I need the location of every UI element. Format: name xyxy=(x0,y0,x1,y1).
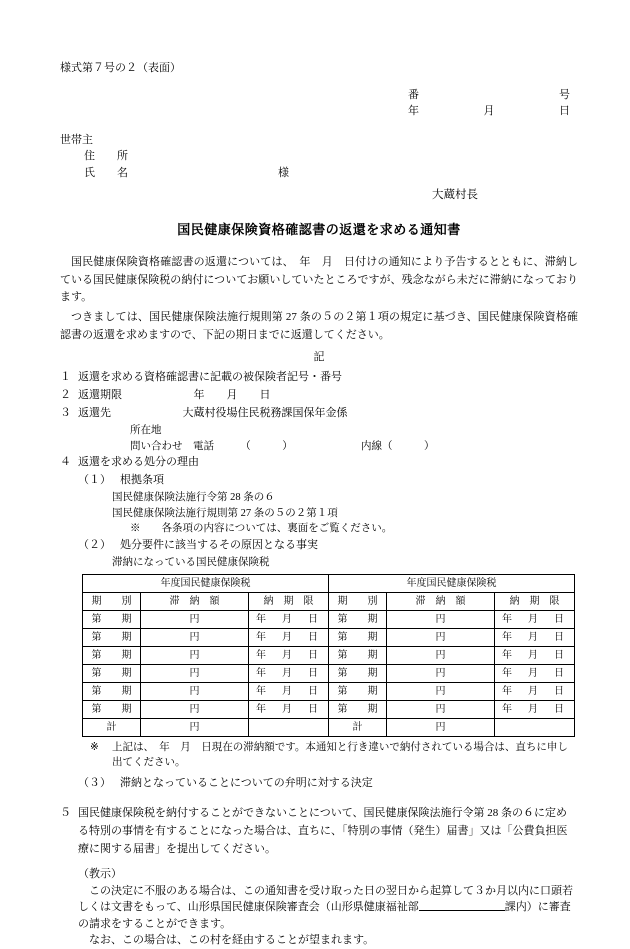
paragraph-2: つきましては、国民健康保険法施行規則第 27 条の５の２第１項の規定に基づき、国民健康保険資格確認書の返還を求めますので、下記の期日までに返還してください。 xyxy=(60,311,578,341)
instruction-line-1: この決定に不服のある場合は、この通知書を受け取った日の翌日から起算して３か月以内に口頭若しくは文書をもって、山形県国民健康保険審査会（山形県健康福祉部 xyxy=(78,884,573,914)
table-row xyxy=(83,682,575,700)
ki-marker: 記 xyxy=(313,350,325,363)
item-4-text: 返還を求める処分の理由 xyxy=(78,456,199,469)
table-row xyxy=(83,610,575,628)
sub-item-1 xyxy=(78,472,578,490)
cell-term-right: 第 期 xyxy=(329,646,387,664)
cell-duedate-right: 年 月 日 xyxy=(495,610,575,628)
sub-item-1-number: （１） xyxy=(78,474,111,487)
instruction-block xyxy=(78,866,578,949)
cell-amount-left: 円 xyxy=(141,628,249,646)
table-column-header-row xyxy=(83,592,575,610)
cell-amount-right: 円 xyxy=(387,664,495,682)
instruction-line-2: 課内）に審査の請求をすることができます。 xyxy=(78,901,571,930)
cell-amount-left: 円 xyxy=(141,664,249,682)
cell-amount-right: 円 xyxy=(387,646,495,664)
table-row xyxy=(83,628,575,646)
cell-term-left: 第 期 xyxy=(83,646,141,664)
date-line xyxy=(368,103,578,120)
table-row xyxy=(83,646,575,664)
item-3-number: ３ xyxy=(60,406,71,419)
total-amount-left: 円 xyxy=(141,718,249,736)
issuer-label: 大蔵村長 xyxy=(432,189,478,201)
item-3 xyxy=(60,405,578,423)
cell-term-right: 第 期 xyxy=(329,700,387,718)
cell-amount-right: 円 xyxy=(387,700,495,718)
fill-in-blank[interactable] xyxy=(419,899,505,911)
year-label: 年 xyxy=(408,105,419,117)
item-1-number: １ xyxy=(60,371,71,384)
cell-duedate-left: 年 月 日 xyxy=(249,682,329,700)
cell-term-left: 第 期 xyxy=(83,682,141,700)
name-label: 氏 名 xyxy=(84,166,128,179)
sub-item-1-line-1: 国民健康保険法施行令第 28 条の６ xyxy=(112,491,275,503)
item-1-text: 返還を求める資格確認書に記載の被保険者記号・番号 xyxy=(78,371,342,384)
col-amount-left: 滞 納 額 xyxy=(141,592,249,610)
table-note xyxy=(60,740,578,772)
sub-item-3 xyxy=(78,775,578,793)
cell-term-right: 第 期 xyxy=(329,628,387,646)
table-group-header-row xyxy=(83,574,575,592)
total-blank-left xyxy=(249,718,329,736)
col-duedate-right: 納 期 限 xyxy=(495,592,575,610)
number-line xyxy=(368,87,578,104)
sub-item-3-title: 滞納となっていることについての弁明に対する決定 xyxy=(120,777,373,790)
table-total-row xyxy=(83,718,575,736)
cell-amount-right: 円 xyxy=(387,682,495,700)
name-line xyxy=(84,165,578,182)
cell-duedate-left: 年 月 日 xyxy=(249,700,329,718)
number-value-label: 号 xyxy=(559,88,570,101)
cell-amount-left: 円 xyxy=(141,682,249,700)
item-5-text: 国民健康保険税を納付することができないことについて、国民健康保険法施行令第 28 条の６に定める特別の事情を有することになった場合は、直ちに、「特別の事情（発生）届書」又は「公費負担医療に関する届書」を提出してください。 xyxy=(78,807,568,855)
item-3-text: 返還先 xyxy=(78,406,111,419)
cell-duedate-left: 年 月 日 xyxy=(249,646,329,664)
cell-amount-left: 円 xyxy=(141,646,249,664)
item-3-location: 所在地 xyxy=(130,424,162,436)
top-right-block xyxy=(60,87,578,120)
cell-duedate-right: 年 月 日 xyxy=(495,664,575,682)
recipient-block xyxy=(60,132,578,182)
honorific-label: 様 xyxy=(278,166,289,179)
cell-term-right: 第 期 xyxy=(329,610,387,628)
sub-item-2-number: （２） xyxy=(78,539,111,552)
table-row xyxy=(83,700,575,718)
cell-duedate-right: 年 月 日 xyxy=(495,646,575,664)
cell-duedate-left: 年 月 日 xyxy=(249,664,329,682)
household-head-label: 世帯主 xyxy=(60,133,93,146)
table-group-header-left: 年度国民健康保険税 xyxy=(83,574,329,592)
total-blank-right xyxy=(495,718,575,736)
note-text: 上記は、 年 月 日現在の滞納額です。本通知と行き違いで納付されている場合は、直ちに申し出てください。 xyxy=(112,741,568,769)
cell-duedate-left: 年 月 日 xyxy=(249,610,329,628)
col-duedate-left: 納 期 限 xyxy=(249,592,329,610)
item-4-number: ４ xyxy=(60,456,71,469)
sub-item-2-title: 処分要件に該当するその原因となる事実 xyxy=(120,539,318,552)
cell-duedate-right: 年 月 日 xyxy=(495,682,575,700)
cell-duedate-right: 年 月 日 xyxy=(495,700,575,718)
cell-amount-left: 円 xyxy=(141,700,249,718)
instruction-heading: （教示） xyxy=(78,868,122,881)
cell-term-left: 第 期 xyxy=(83,700,141,718)
instruction-line-3: なお、この場合は、この村を経由することが望まれます。 xyxy=(89,934,375,947)
item-5 xyxy=(60,805,578,858)
tax-table xyxy=(82,574,575,737)
total-amount-right: 円 xyxy=(387,718,495,736)
sub-item-1-title: 根拠条項 xyxy=(120,474,164,487)
form-number: 様式第７号の２（表面） xyxy=(60,62,181,74)
cell-duedate-right: 年 月 日 xyxy=(495,628,575,646)
table-row xyxy=(83,664,575,682)
sub-item-2-subtitle: 滞納になっている国民健康保険税 xyxy=(112,556,270,568)
item-2 xyxy=(60,387,578,405)
cell-term-right: 第 期 xyxy=(329,664,387,682)
cell-term-right: 第 期 xyxy=(329,682,387,700)
address-label: 住 所 xyxy=(84,150,128,162)
cell-term-left: 第 期 xyxy=(83,664,141,682)
sub-item-1-line-2: 国民健康保険法施行規則第 27 条の５の２第１項 xyxy=(112,507,338,519)
cell-amount-left: 円 xyxy=(141,610,249,628)
number-label: 番 xyxy=(408,88,419,101)
col-term-left: 期 別 xyxy=(83,592,141,610)
month-label: 月 xyxy=(483,105,495,117)
sub-item-1-note: ※ 各条項の内容については、裏面をご覧ください。 xyxy=(130,523,393,535)
cell-term-left: 第 期 xyxy=(83,628,141,646)
table-group-header-right: 年度国民健康保険税 xyxy=(329,574,575,592)
sub-item-3-number: （３） xyxy=(78,777,111,790)
cell-amount-right: 円 xyxy=(387,628,495,646)
total-label-left: 計 xyxy=(83,718,141,736)
col-term-right: 期 別 xyxy=(329,592,387,610)
day-label: 日 xyxy=(559,105,570,117)
cell-duedate-left: 年 月 日 xyxy=(249,628,329,646)
col-amount-right: 滞 納 額 xyxy=(387,592,495,610)
page-title: 国民健康保険資格確認書の返還を求める通知書 xyxy=(177,222,461,238)
paragraph-1: 国民健康保険資格確認書の返還については、 年 月 日付けの通知により予告するとともに、滞納している国民健康保険税の納付についてお願いしていたところですが、残念ながら未だに滞納になっております。 xyxy=(60,255,578,304)
item-2-text: 返還期限 xyxy=(78,389,122,402)
item-2-number: ２ xyxy=(60,389,71,402)
item-5-number: ５ xyxy=(60,807,71,819)
cell-amount-right: 円 xyxy=(387,610,495,628)
item-2-value: 年 月 日 xyxy=(193,389,271,402)
item-3-office: 大蔵村役場住民税務課国保年金係 xyxy=(182,406,348,419)
item-1 xyxy=(60,369,578,387)
sub-item-2 xyxy=(78,537,578,555)
item-3-contact: 問い合わせ 電話 （ ） 内線（ ） xyxy=(130,440,435,452)
total-label-right: 計 xyxy=(329,718,387,736)
cell-term-left: 第 期 xyxy=(83,610,141,628)
note-mark: ※ xyxy=(90,741,99,753)
item-4 xyxy=(60,454,578,472)
